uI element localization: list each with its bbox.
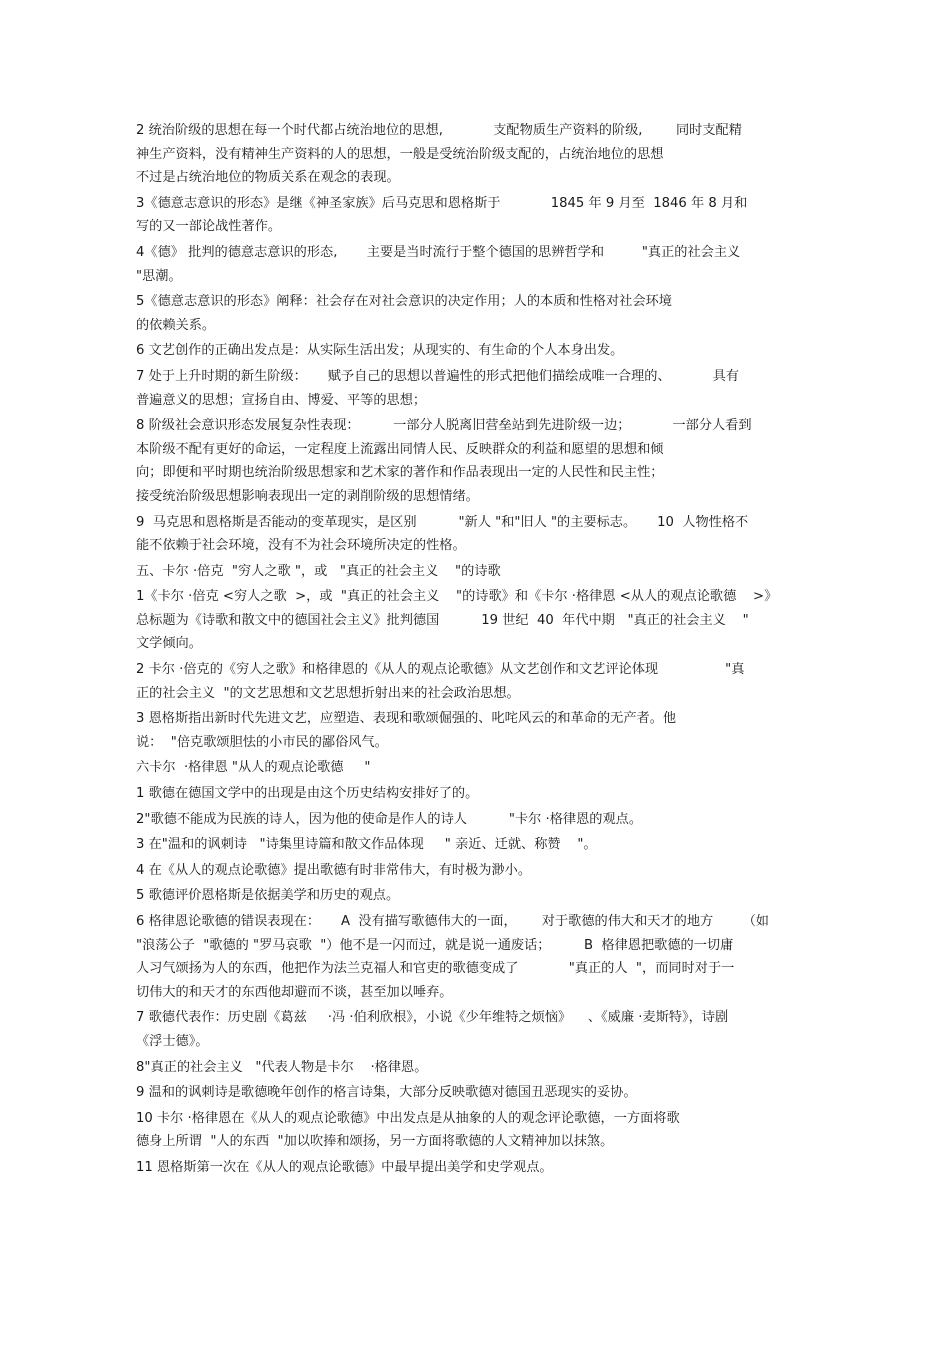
paragraph xyxy=(136,808,816,834)
paragraph xyxy=(136,910,816,1006)
text-line: 7 歌德代表作：历史剧《葛兹 ·冯 ·伯利欣根》，小说《少年维特之烦恼》 、《威廉 ·麦斯特》，诗剧 xyxy=(136,1010,729,1026)
paragraph xyxy=(136,859,816,885)
paragraph xyxy=(136,1081,816,1107)
text-line: "浪荡公子 "歌德的 "罗马哀歌 "）他不是一闪而过，就是说一通废话； B 格律恩把歌德的一切庸 xyxy=(136,937,734,953)
paragraph xyxy=(136,782,816,808)
text-line: 1 歌德在德国文学中的出现是由这个历史结构安排好了的。 xyxy=(136,786,479,802)
text-line: 不过是占统治地位的物质关系在观念的表现。 xyxy=(136,170,400,186)
paragraph xyxy=(136,339,816,365)
text-line: 德身上所谓 "人的东西 "加以吹捧和颂扬，另一方面将歌德的人文精神加以抹煞。 xyxy=(136,1134,614,1150)
text-line: 3 恩格斯指出新时代先进文艺，应塑造、表现和歌颂倔强的、叱咤风云的和革命的无产者。他 xyxy=(136,711,677,727)
text-line: 9 温和的讽刺诗是歌德晚年创作的格言诗集，大部分反映歌德对德国丑恶现实的妥协。 xyxy=(136,1085,637,1101)
paragraph xyxy=(136,511,816,560)
text-line: "思潮。 xyxy=(136,268,182,284)
paragraph xyxy=(136,241,816,290)
paragraph xyxy=(136,192,816,241)
text-line: 人习气颂扬为人的东西，他把作为法兰克福人和官吏的歌德变成了 "真正的人 "，而同时对于一 xyxy=(136,961,735,977)
text-line: 接受统治阶级思想影响表现出一定的剥削阶级的思想情绪。 xyxy=(136,488,479,504)
text-line: 8 阶级社会意识形态发展复杂性表现： 一部分人脱离旧营垒站到先进阶级一边； 一部分人看到 xyxy=(136,418,752,434)
paragraph xyxy=(136,1056,816,1082)
text-line: 5《德意志意识的形态》阐释：社会存在对社会意识的决定作用；人的本质和性格对社会环境 xyxy=(136,294,672,310)
text-line: 神生产资料，没有精神生产资料的人的思想，一般是受统治阶级支配的，占统治地位的思想 xyxy=(136,146,664,162)
paragraph xyxy=(136,756,816,782)
paragraph xyxy=(136,414,816,510)
text-line: 11 恩格斯第一次在《从人的观点论歌德》中最早提出美学和史学观点。 xyxy=(136,1159,553,1175)
text-line: 1《卡尔 ·倍克 <穷人之歌 >，或 "真正的社会主义 "的诗歌》和《卡尔 ·格律恩 <从人的观点论歌德 >》 xyxy=(136,589,778,605)
text-line: 6 格律恩论歌德的错误表现在： A 没有描写歌德伟大的一面， 对于歌德的伟大和天才的地方 （如 xyxy=(136,914,769,929)
paragraph xyxy=(136,833,816,859)
paragraph xyxy=(136,658,816,707)
text-line: 3《德意志意识的形态》是继《神圣家族》后马克思和恩格斯于 1845 年 9 月至 1846 年 8 月和 xyxy=(136,195,748,211)
paragraph xyxy=(136,707,816,756)
text-line: 普遍意义的思想；宣扬自由、博爱、平等的思想； xyxy=(136,392,427,408)
text-line: 正的社会主义 "的文艺思想和文艺思想折射出来的社会政治思想。 xyxy=(136,685,520,701)
text-line: 2"歌德不能成为民族的诗人，因为他的使命是作人的诗人 "卡尔 ·格律恩的观点。 xyxy=(136,811,643,827)
paragraph xyxy=(136,1156,816,1182)
text-line: 切伟大的和天才的东西他却避而不谈，甚至加以唾弃。 xyxy=(136,984,453,1000)
text-line: 写的又一部论战性著作。 xyxy=(136,219,282,235)
paragraph xyxy=(136,365,816,414)
paragraph xyxy=(136,290,816,339)
text-line: 4《德》 批判的德意志意识的形态, 主要是当时流行于整个德国的思辨哲学和 "真正的社会主义 xyxy=(136,244,741,260)
paragraph xyxy=(136,119,816,192)
paragraph xyxy=(136,585,816,658)
text-line: 2 卡尔 ·倍克的《穷人之歌》和格律恩的《从人的观点论歌德》从文艺创作和文艺评论体现 "真 xyxy=(136,662,745,678)
text-line: 六卡尔 ·格律恩 "从人的观点论歌德 " xyxy=(136,760,371,776)
text-line: 9 马克思和恩格斯是否能动的变革现实，是区别 "新人 "和"旧人 "的主要标志。 10 人物性格不 xyxy=(136,514,749,530)
paragraph xyxy=(136,884,816,910)
text-line: 本阶级不配有更好的命运，一定程度上流露出同情人民、反映群众的利益和愿望的思想和倾 xyxy=(136,441,664,457)
text-line: 6 文艺创作的正确出发点是：从实际生活出发；从现实的、有生命的个人本身出发。 xyxy=(136,343,624,359)
document-body xyxy=(136,119,816,1182)
text-line: 5 歌德评价恩格斯是依据美学和历史的观点。 xyxy=(136,888,400,904)
text-line: 说： "倍克歌颂胆怯的小市民的鄙俗风气。 xyxy=(136,734,388,750)
text-line: 8"真正的社会主义 "代表人物是卡尔 ·格律恩。 xyxy=(136,1059,428,1075)
text-line: 4 在《从人的观点论歌德》提出歌德有时非常伟大，有时极为渺小。 xyxy=(136,862,532,878)
text-line: 文学倾向。 xyxy=(136,636,202,652)
paragraph xyxy=(136,1006,816,1055)
paragraph xyxy=(136,560,816,586)
text-line: 3 在"温和的讽刺诗 "诗集里诗篇和散文作品体现 " 亲近、迁就、称赞 "。 xyxy=(136,837,597,853)
text-line: 的依赖关系。 xyxy=(136,317,216,333)
text-line: 2 统治阶级的思想在每一个时代都占统治地位的思想, 支配物质生产资料的阶级, 同时支配精 xyxy=(136,123,742,138)
text-line: 向；即便和平时期也统治阶级思想家和艺术家的著作和作品表现出一定的人民性和民主性； xyxy=(136,465,664,481)
text-line: 总标题为《诗歌和散文中的德国社会主义》批判德国 19 世纪 40 年代中期 "真正的社会主义 " xyxy=(136,612,749,628)
text-line: 五、卡尔 ·倍克 "穷人之歌 "，或 "真正的社会主义 "的诗歌 xyxy=(136,563,501,579)
text-line: 7 处于上升时期的新生阶级： 赋予自己的思想以普遍性的形式把他们描绘成唯一合理的、 具有 xyxy=(136,368,739,384)
text-line: 能不依赖于社会环境，没有不为社会环境所决定的性格。 xyxy=(136,538,466,554)
text-line: 《浮士德》。 xyxy=(136,1033,209,1049)
paragraph xyxy=(136,1107,816,1156)
text-line: 10 卡尔 ·格律恩在《从人的观点论歌德》中出发点是从抽象的人的观念评论歌德，一方面将歌 xyxy=(136,1110,680,1126)
